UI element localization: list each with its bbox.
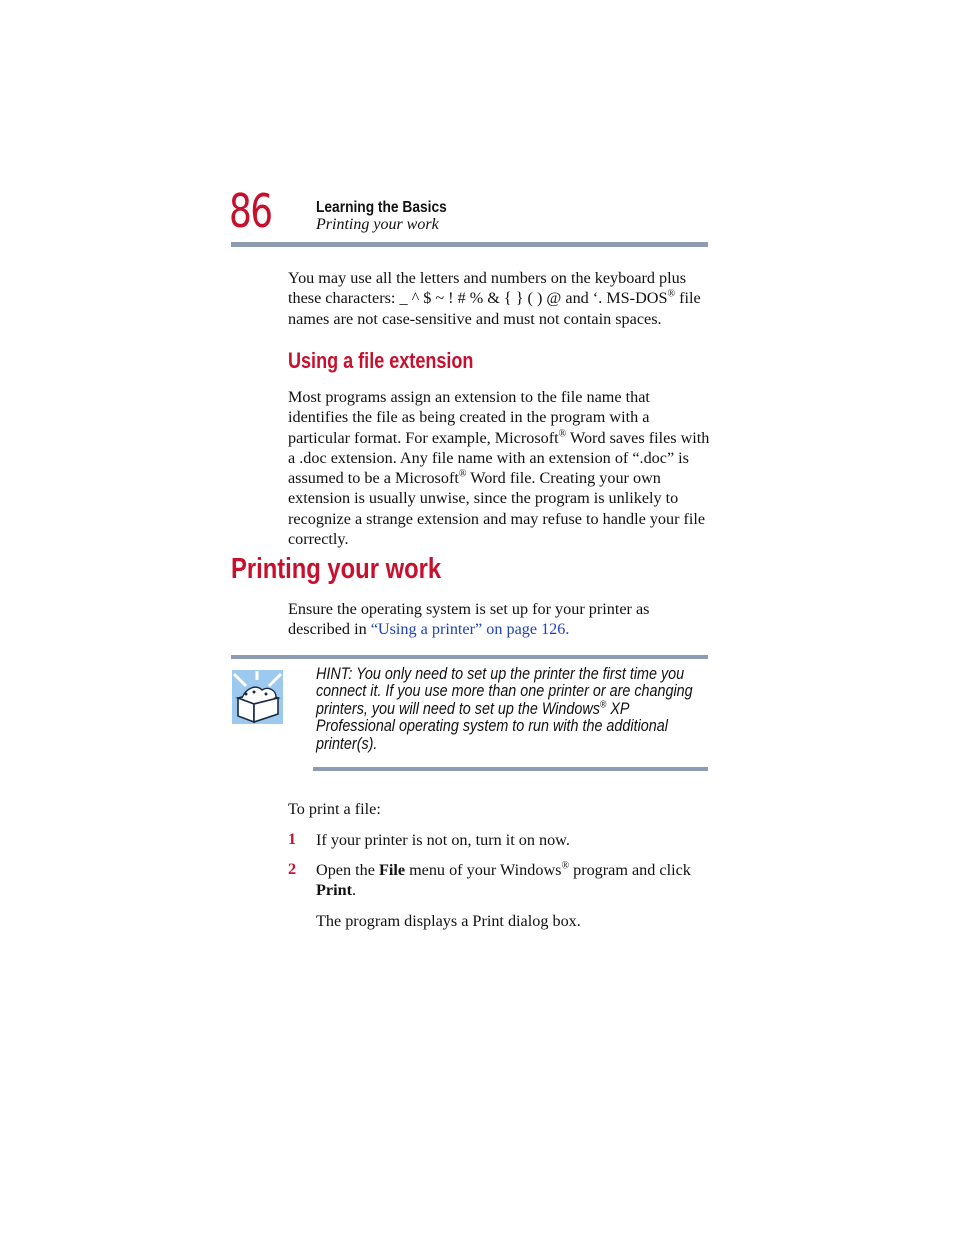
hint-text <box>316 666 699 753</box>
print-command-label: Print <box>316 881 352 900</box>
step2-text-d: . <box>351 881 357 900</box>
intro-text-b: file names are not case-sensitive and must not contain spaces. <box>288 289 701 328</box>
header-rule <box>231 242 708 247</box>
chapter-title: Learning the Basics <box>316 199 447 216</box>
step-result: The program displays a Print dialog box. <box>316 912 581 930</box>
step2-text-b: menu of your Windows <box>405 861 562 879</box>
printing-paragraph <box>288 599 713 640</box>
step2-text-c: program and click <box>569 861 691 879</box>
step-text-2 <box>316 860 711 901</box>
section-title: Printing your work <box>316 216 439 233</box>
printing-text-a: Ensure the operating system is set up for your printer as described in <box>288 600 650 639</box>
file-extension-text-b: Word saves files with a .doc extension. Any file name with an extension of “.doc” is assumed to be a Microsoft <box>288 428 710 488</box>
registered-mark: ® <box>561 860 570 872</box>
registered-mark: ® <box>599 699 607 711</box>
intro-paragraph <box>288 268 713 329</box>
file-extension-paragraph <box>288 387 713 549</box>
step-number-1: 1 <box>288 830 297 848</box>
file-extension-text-a: Most programs assign an extension to the file name that identifies the file as being created in the program with a particular format. For example, Microsoft <box>288 388 650 447</box>
hint-text-a: HINT: You only need to set up the printer the first time you connect it. If you use more than one printer or are changing printers, you will need to set up the Windows <box>316 665 693 718</box>
treasure-chest-icon <box>232 670 283 724</box>
file-extension-heading: Using a file extension <box>288 348 474 373</box>
printing-heading: Printing your work <box>231 553 442 585</box>
registered-mark: ® <box>667 288 676 300</box>
registered-mark: ® <box>458 468 467 480</box>
step-text-1: If your printer is not on, turn it on now. <box>316 831 570 849</box>
file-extension-text-c: Word file. Creating your own extension is usually unwise, since the program is unlikely to recognize a strange extension and may refuse to handle your file correctly. <box>288 469 706 549</box>
printing-text-b: . <box>565 620 570 639</box>
printer-page-link[interactable]: “Using a printer” on page 126 <box>370 620 566 639</box>
registered-mark: ® <box>558 428 567 440</box>
file-menu-label: File <box>378 861 406 879</box>
step-number-2: 2 <box>288 860 297 878</box>
intro-text-a: You may use all the letters and numbers on the keyboard plus these characters: _ ^ $ ~ ! # % & { } ( ) @ and ‘. MS-DOS <box>288 269 687 308</box>
hint-top-rule <box>231 655 708 659</box>
page-number: 86 <box>229 184 272 238</box>
step2-text-a: Open the <box>316 861 379 879</box>
hint-bottom-rule <box>313 767 708 771</box>
hint-text-b: XP Professional operating system to run with the additional printer(s). <box>316 699 668 753</box>
steps-intro: To print a file: <box>288 800 381 818</box>
